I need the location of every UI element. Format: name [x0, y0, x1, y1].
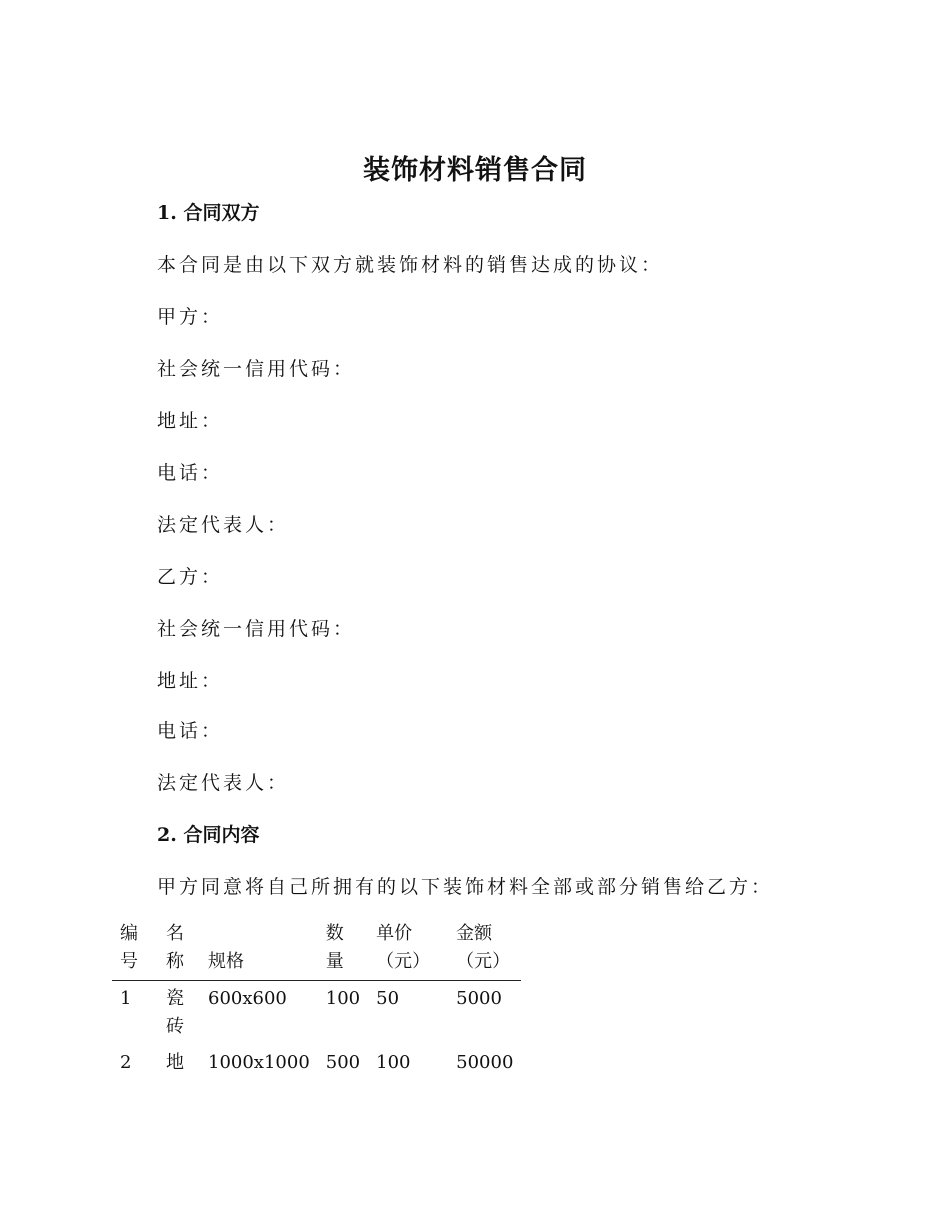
cell-qty: 500 [325, 1052, 361, 1073]
parties-intro: 本合同是由以下双方就装饰材料的销售达成的协议： [157, 254, 664, 276]
cell-qty: 100 [325, 988, 361, 1009]
header-unit-price: 单价（元） [368, 920, 448, 981]
section-heading-content: 2. 合同内容 [157, 824, 260, 846]
cell-no: 2 [120, 1052, 132, 1073]
header-spec: 规格 [200, 920, 318, 981]
party-a-address: 地址： [157, 410, 224, 432]
party-b-label: 乙方： [157, 566, 224, 588]
cell-name: 瓷砖 [166, 988, 184, 1037]
header-qty: 数量 [318, 920, 368, 981]
party-b-legal-rep: 法定代表人： [157, 772, 290, 794]
cell-spec: 1000x1000 [208, 1052, 310, 1073]
party-a-credit-code: 社会统一信用代码： [157, 358, 356, 380]
content-intro: 甲方同意将自己所拥有的以下装饰材料全部或部分销售给乙方： [157, 876, 774, 898]
document-title: 装饰材料销售合同 [363, 155, 587, 186]
party-a-legal-rep: 法定代表人： [157, 514, 290, 536]
cell-name: 地 [166, 1052, 184, 1073]
cell-amount: 5000 [456, 988, 502, 1009]
section-heading-parties: 1. 合同双方 [157, 202, 260, 224]
header-amount: 金额（元） [448, 920, 521, 981]
party-b-credit-code: 社会统一信用代码： [157, 618, 356, 640]
cell-amount: 50000 [456, 1052, 514, 1073]
cell-spec: 600x600 [208, 988, 287, 1009]
party-a-phone: 电话： [157, 462, 224, 484]
table-header-row [112, 920, 521, 981]
table-row [112, 981, 521, 1046]
party-a-label: 甲方： [157, 306, 224, 328]
header-name: 名称 [158, 920, 200, 981]
cell-unit-price: 100 [376, 1052, 411, 1073]
header-no: 编号 [112, 920, 158, 981]
cell-no: 1 [120, 988, 132, 1009]
table-row [112, 1045, 521, 1081]
cell-unit-price: 50 [376, 988, 400, 1009]
materials-table [112, 920, 521, 1081]
party-b-address: 地址： [157, 670, 224, 692]
party-b-phone: 电话： [157, 720, 224, 742]
